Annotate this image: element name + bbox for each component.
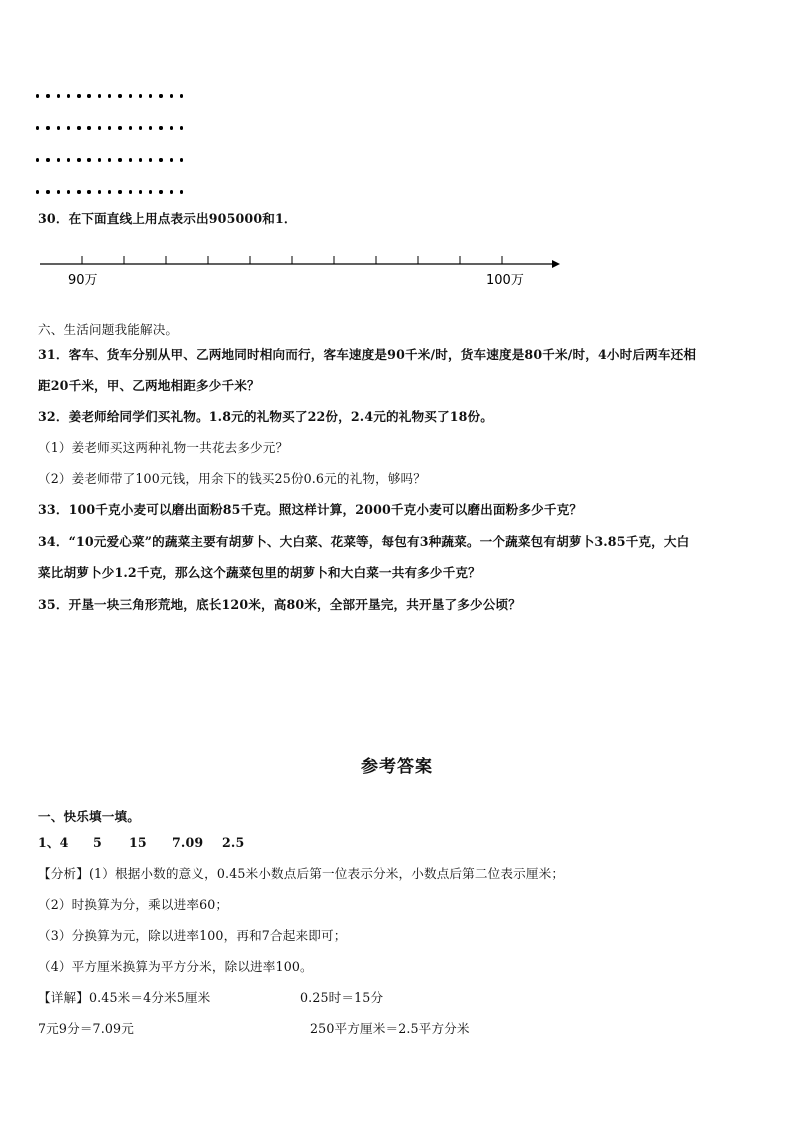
dot-grid bbox=[36, 80, 236, 208]
question-34-line-2: 菜比胡萝卜少1.2千克，那么这个蔬菜包里的胡萝卜和大白菜一共有多少千克？ bbox=[38, 565, 481, 580]
question-31-line-1: 31．客车、货车分别从甲、乙两地同时相向而行，客车速度是90千米/时，货车速度是80千米/时，4小时后两车还相 bbox=[38, 347, 697, 362]
dot bbox=[170, 94, 173, 97]
dot-row bbox=[36, 112, 236, 144]
dot bbox=[108, 158, 111, 161]
dot bbox=[87, 158, 90, 161]
answer-1-value: 15 bbox=[129, 835, 147, 850]
dot bbox=[129, 190, 132, 193]
dot bbox=[67, 158, 70, 161]
detail-right-2: 250平方厘米＝2.5平方分米 bbox=[310, 1021, 470, 1036]
dot bbox=[118, 126, 121, 129]
dot bbox=[57, 94, 60, 97]
dot bbox=[108, 126, 111, 129]
detail-line-1: 【详解】0.45米＝4分米5厘米 bbox=[38, 990, 211, 1005]
dot bbox=[159, 94, 162, 97]
dot bbox=[36, 158, 39, 161]
dot bbox=[77, 158, 80, 161]
dot bbox=[129, 126, 132, 129]
dot bbox=[159, 190, 162, 193]
analysis-line-3: （3）分换算为元，除以进率100，再和7合起来即可； bbox=[38, 928, 347, 943]
dot bbox=[118, 94, 121, 97]
dot bbox=[170, 158, 173, 161]
analysis-line-4: （4）平方厘米换算为平方分米，除以进率100。 bbox=[38, 959, 313, 974]
dot bbox=[180, 94, 183, 97]
answer-1 bbox=[38, 832, 244, 851]
question-35: 35．开垦一块三角形荒地，底长120米，高80米，全部开垦完，共开垦了多少公顷？ bbox=[38, 597, 521, 612]
dot bbox=[36, 190, 39, 193]
question-33: 33．100千克小麦可以磨出面粉85千克。照这样计算，2000千克小麦可以磨出面粉多少千克？ bbox=[38, 502, 583, 517]
dot bbox=[87, 190, 90, 193]
dot bbox=[67, 94, 70, 97]
dot bbox=[87, 126, 90, 129]
number-line bbox=[40, 246, 570, 296]
section-6-title: 六、生活问题我能解决。 bbox=[38, 322, 179, 337]
dot bbox=[149, 158, 152, 161]
dot bbox=[77, 126, 80, 129]
dot bbox=[129, 94, 132, 97]
dot bbox=[180, 190, 183, 193]
dot bbox=[46, 94, 49, 97]
dot bbox=[36, 94, 39, 97]
dot bbox=[159, 126, 162, 129]
analysis-line-1: 【分析】(1）根据小数的意义，0.45米小数点后第一位表示分米，小数点后第二位表示厘米； bbox=[38, 866, 565, 881]
dot bbox=[149, 94, 152, 97]
dot bbox=[98, 190, 101, 193]
dot bbox=[57, 190, 60, 193]
question-32-part-1: （1）姜老师买这两种礼物一共花去多少元？ bbox=[38, 440, 289, 455]
question-34-line-1: 34．“10元爱心菜”的蔬菜主要有胡萝卜、大白菜、花菜等，每包有3种蔬菜。一个蔬菜包有胡萝卜3.85千克，大白 bbox=[38, 534, 690, 549]
dot bbox=[57, 126, 60, 129]
dot bbox=[46, 190, 49, 193]
question-31-line-2: 距20千米，甲、乙两地相距多少千米？ bbox=[38, 378, 260, 393]
dot bbox=[149, 190, 152, 193]
dot bbox=[180, 158, 183, 161]
answer-1-label: 1、4 bbox=[38, 835, 69, 850]
dot bbox=[46, 126, 49, 129]
dot bbox=[139, 94, 142, 97]
dot bbox=[108, 94, 111, 97]
dot bbox=[87, 94, 90, 97]
question-32-part-2: （2）姜老师带了100元钱，用余下的钱买25份0.6元的礼物，够吗？ bbox=[38, 471, 427, 486]
dot bbox=[180, 126, 183, 129]
section-1-title: 一、快乐填一填。 bbox=[38, 809, 140, 824]
detail-line-2: 7元9分＝7.09元 bbox=[38, 1021, 134, 1036]
answer-1-value: 2.5 bbox=[222, 835, 245, 850]
dot bbox=[170, 126, 173, 129]
dot bbox=[77, 190, 80, 193]
dot bbox=[67, 190, 70, 193]
dot bbox=[118, 158, 121, 161]
dot-row bbox=[36, 80, 236, 112]
dot bbox=[46, 158, 49, 161]
analysis-line-2: （2）时换算为分，乘以进率60； bbox=[38, 897, 229, 912]
dot bbox=[36, 126, 39, 129]
dot bbox=[98, 126, 101, 129]
dot bbox=[67, 126, 70, 129]
dot bbox=[159, 158, 162, 161]
number-line-right-label: 100万 bbox=[486, 273, 524, 288]
dot bbox=[77, 94, 80, 97]
dot bbox=[149, 126, 152, 129]
question-32: 32．姜老师给同学们买礼物。1.8元的礼物买了22份，2.4元的礼物买了18份。 bbox=[38, 409, 494, 424]
dot bbox=[139, 158, 142, 161]
dot-row bbox=[36, 176, 236, 208]
dot bbox=[98, 158, 101, 161]
dot bbox=[170, 190, 173, 193]
dot bbox=[108, 190, 111, 193]
detail-right-1: 0.25时＝15分 bbox=[300, 990, 384, 1005]
dot bbox=[139, 190, 142, 193]
dot bbox=[98, 94, 101, 97]
dot bbox=[118, 190, 121, 193]
question-30: 30．在下面直线上用点表示出905000和1． bbox=[38, 211, 297, 226]
answer-title: 参考答案 bbox=[361, 757, 433, 777]
number-line-arrow bbox=[552, 260, 560, 268]
answer-1-value: 7.09 bbox=[172, 835, 204, 850]
dot bbox=[139, 126, 142, 129]
answer-1-value: 5 bbox=[93, 835, 102, 850]
dot-row bbox=[36, 144, 236, 176]
number-line-left-label: 90万 bbox=[68, 273, 98, 288]
dot bbox=[57, 158, 60, 161]
dot bbox=[129, 158, 132, 161]
